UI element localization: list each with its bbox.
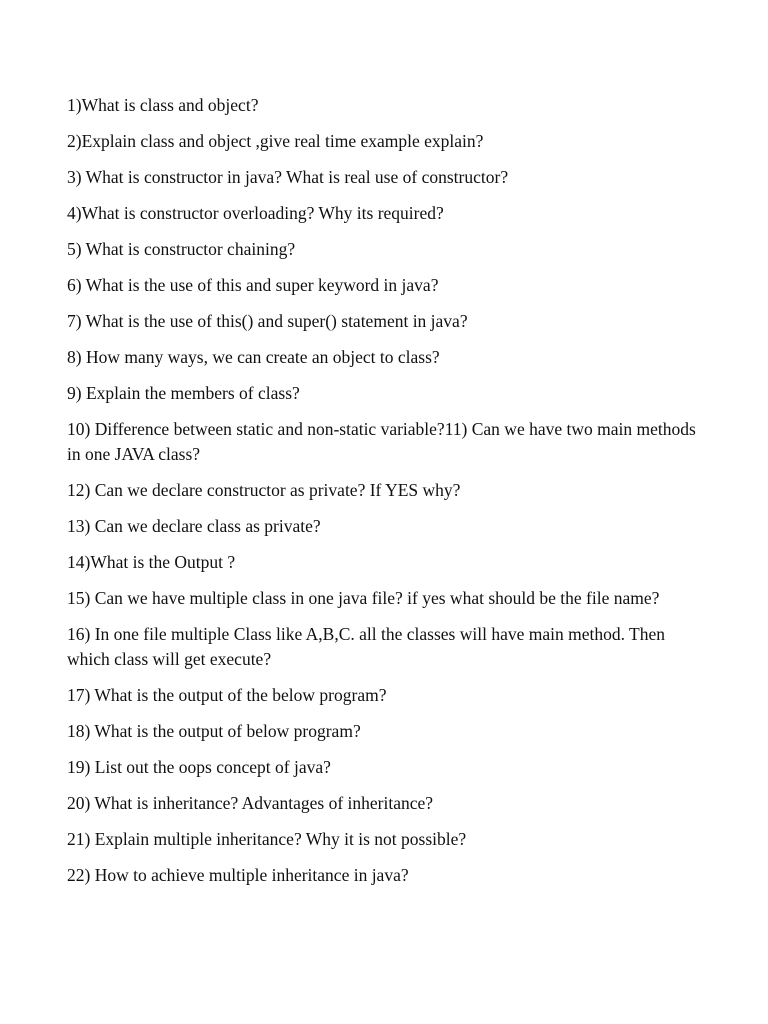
question-item: 20) What is inheritance? Advantages of inheritance? — [67, 793, 434, 813]
question-item: 4)What is constructor overloading? Why its required? — [67, 203, 444, 223]
question-item: 9) Explain the members of class? — [67, 383, 300, 403]
question-item: 18) What is the output of below program? — [67, 721, 361, 741]
question-item: 12) Can we declare constructor as private? If YES why? — [67, 480, 461, 500]
question-list — [67, 93, 707, 899]
question-item: 15) Can we have multiple class in one java file? if yes what should be the file name? — [67, 588, 660, 608]
question-item: 14)What is the Output ? — [67, 552, 236, 572]
question-item: 19) List out the oops concept of java? — [67, 757, 331, 777]
question-item: 22) How to achieve multiple inheritance in java? — [67, 865, 409, 885]
question-item: 8) How many ways, we can create an object to class? — [67, 347, 440, 367]
question-item: 16) In one file multiple Class like A,B,C. all the classes will have main method. Then which class will get execute? — [67, 624, 665, 669]
question-item: 21) Explain multiple inheritance? Why it is not possible? — [67, 829, 467, 849]
question-item: 5) What is constructor chaining? — [67, 239, 296, 259]
question-item: 7) What is the use of this() and super() statement in java? — [67, 311, 468, 331]
question-item: 17) What is the output of the below program? — [67, 685, 387, 705]
question-item: 1)What is class and object? — [67, 95, 259, 115]
question-item: 2)Explain class and object ,give real time example explain? — [67, 131, 484, 151]
question-item: 13) Can we declare class as private? — [67, 516, 321, 536]
question-item: 10) Difference between static and non-static variable?11) Can we have two main methods in one JAVA class? — [67, 419, 696, 464]
question-item: 6) What is the use of this and super keyword in java? — [67, 275, 439, 295]
question-item: 3) What is constructor in java? What is real use of constructor? — [67, 167, 509, 187]
